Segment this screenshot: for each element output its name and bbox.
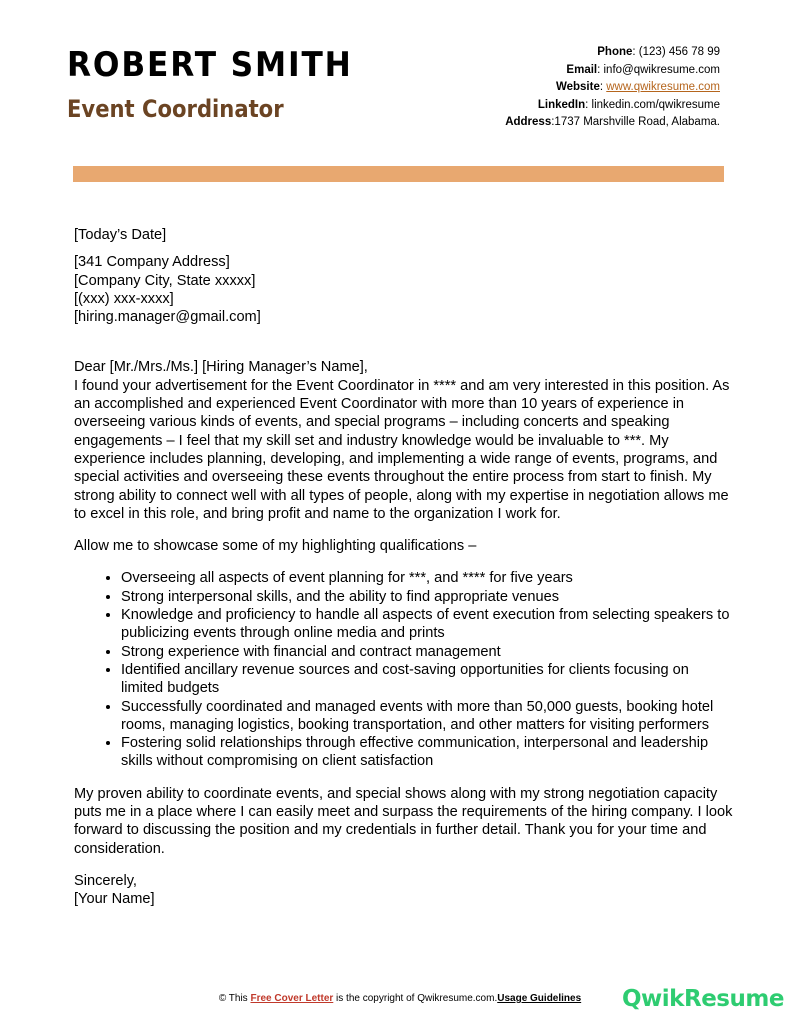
email-value: : info@qwikresume.com bbox=[597, 63, 720, 76]
address-label: Address bbox=[505, 116, 552, 128]
list-item: • Strong interpersonal skills, and the ability to find appropriate venues bbox=[121, 588, 734, 606]
job-title: Event Coordinator bbox=[67, 95, 284, 123]
salutation: Dear [Mr./Mrs./Ms.] [Hiring Manager’s Name], bbox=[74, 359, 368, 376]
list-item: • Knowledge and proficiency to handle all aspects of event execution from selecting speakers to publicizing events through online media and prints bbox=[121, 606, 734, 643]
contact-address bbox=[505, 114, 720, 132]
qualifications-lead-in: Allow me to showcase some of my highlighting qualifications – bbox=[74, 538, 477, 555]
phone-value: : (123) 456 78 99 bbox=[632, 46, 720, 58]
recipient-phone-line: [(xxx) xxx-xxxx] bbox=[74, 290, 174, 307]
email-label: Email bbox=[566, 63, 598, 76]
linkedin-label: LinkedIn bbox=[537, 98, 586, 111]
recipient-city-line: [Company City, State xxxxx] bbox=[74, 272, 256, 289]
list-item: • Strong experience with financial and contract management bbox=[121, 643, 734, 661]
recipient-address-line: [341 Company Address] bbox=[74, 254, 230, 271]
letter-body bbox=[74, 226, 734, 909]
list-item: • Successfully coordinated and managed events with more than 50,000 guests, booking hotel rooms, managing logistics, booking transportation, and other matters for visiting performers bbox=[121, 698, 734, 735]
signoff: Sincerely, bbox=[74, 872, 137, 889]
contact-phone bbox=[505, 44, 720, 62]
list-item: • Overseeing all aspects of event planning for ***, and **** for five years bbox=[121, 569, 734, 587]
qualifications-list bbox=[74, 569, 734, 770]
website-separator: : bbox=[599, 81, 607, 93]
list-item: • Identified ancillary revenue sources and cost-saving opportunities for clients focusing on limited budgets bbox=[121, 661, 734, 698]
contact-block bbox=[505, 44, 720, 132]
applicant-name: ROBERT SMITH bbox=[67, 45, 353, 85]
list-item: • Fostering solid relationships through effective communication, interpersonal and leadership skills without compromising on client satisfaction bbox=[121, 734, 734, 771]
contact-email bbox=[505, 62, 720, 80]
contact-linkedin bbox=[505, 97, 720, 115]
recipient-email-line: [hiring.manager@gmail.com] bbox=[74, 309, 261, 326]
usage-guidelines-link[interactable]: Usage Guidelines bbox=[497, 993, 582, 1004]
free-cover-letter-link[interactable]: Free Cover Letter bbox=[250, 993, 334, 1004]
footer-middle: is the copyright of Qwikresume.com. bbox=[333, 993, 498, 1004]
address-value: :1737 Marshville Road, Alabama. bbox=[551, 116, 720, 128]
closing-paragraph: My proven ability to coordinate events, and special shows along with my strong negotiation capacity puts me in a place where I can easily meet and surpass the requirements of the hiring company. I look forward to discussing the position and my credentials in further detail. Thank you for your time and consideration. bbox=[74, 785, 733, 857]
phone-label: Phone bbox=[597, 46, 633, 58]
intro-paragraph: I found your advertisement for the Event Coordinator in **** and am very interested in this position. As an accomplished and experienced Event Coordinator with more than 10 years of experience in overseeing various kinds of events, and special programs – including concerts and speaking engagements – I feel that my skill set and industry knowledge would be invaluable to ***. My experience includes planning, developing, and implementing a wide range of events, programs, and special activities and overseeing these events throughout the entire process from start to finish. My strong ability to connect well with all types of people, along with my expertise in negotiation allows me to excel in this role, and bring profit and name to the organization I work for. bbox=[74, 377, 730, 522]
accent-divider-bar bbox=[73, 166, 724, 182]
website-link[interactable]: www.qwikresume.com bbox=[606, 81, 720, 93]
signature-name: [Your Name] bbox=[74, 891, 155, 908]
contact-website bbox=[505, 79, 720, 97]
website-label: Website bbox=[555, 81, 600, 93]
letter-date: [Today’s Date] bbox=[74, 227, 167, 243]
linkedin-value: : linkedin.com/qwikresume bbox=[585, 98, 720, 111]
qwikresume-logo: QwikResume bbox=[622, 986, 784, 1012]
footer-prefix: © This bbox=[218, 993, 251, 1004]
